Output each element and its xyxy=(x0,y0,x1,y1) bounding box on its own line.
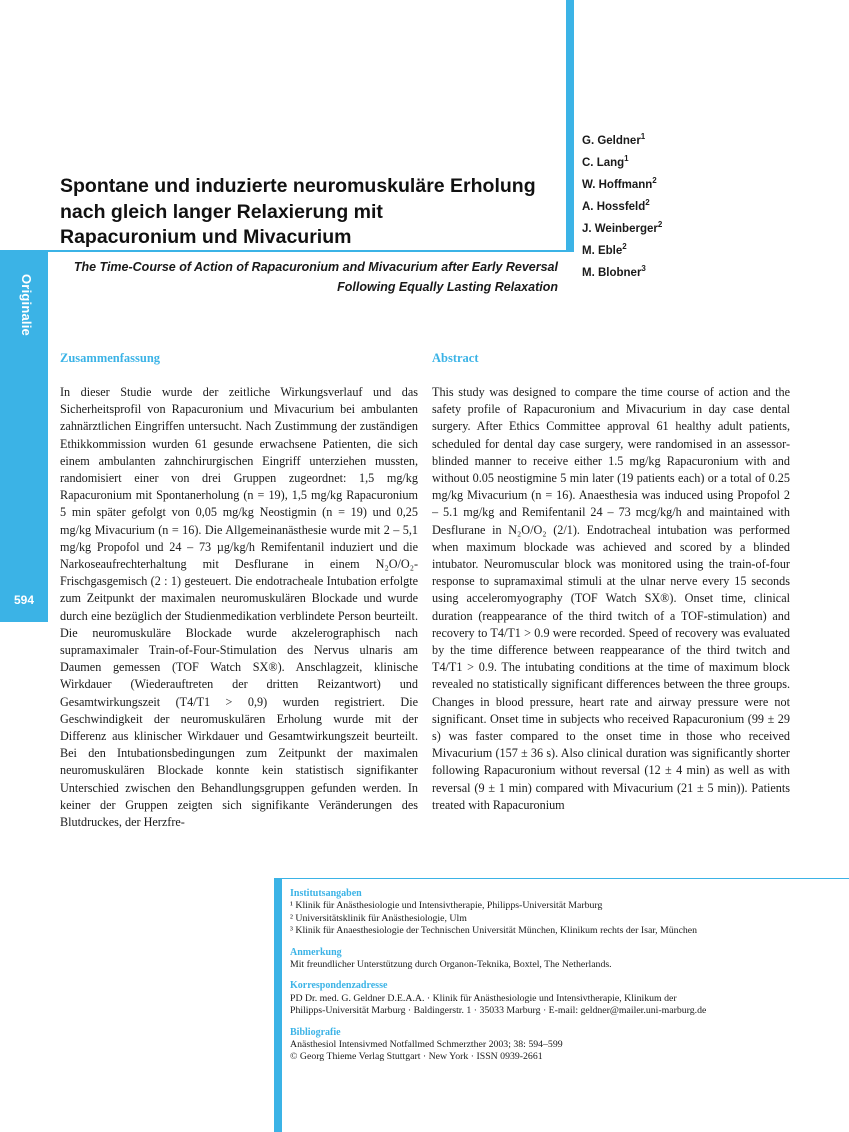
korrespondenz-group xyxy=(290,980,838,1017)
anmerkung-heading: Anmerkung xyxy=(290,946,342,958)
institut-group xyxy=(290,888,838,938)
title-line: Rapacuronium und Mivacurium xyxy=(60,226,352,248)
author-item: J. Weinberger$^2$ xyxy=(582,220,663,235)
accent-bar-top xyxy=(566,0,574,252)
section-label: Originalie xyxy=(19,274,34,336)
info-line: ¹ Klinik für Anästhesiologie und Intensivtherapie, Philipps-Universität Marburg xyxy=(290,900,603,912)
abstract-heading: Abstract xyxy=(432,351,479,365)
article-subtitle xyxy=(60,258,558,297)
article-title xyxy=(60,174,560,251)
zusammenfassung-text: In dieser Studie wurde der zeitliche Wirkungsverlauf und das Sicherheitsprofil von Rapacuronium und Mivacurium bei ambulanten zahnärztlichen Eingriffen untersucht. Nach Zustimmung der zuständigen Ethikkommission wurden 61 gesunde erwachsene Patienten, die sich einem ambulanten zahnchirurgischen Eingriff unterziehen mussten, randomisiert einer von drei Gruppen zugeordnet: 1,5 mg/kg Rapacuronium mit Spontanerholung (n = 19), 1,5 mg/kg Rapacuronium 5 min später gefolgt von 0,05 mg/kg Neostigmin (n = 19) und 0,25 mg/kg Mivacurium (n = 16). Die Allgemeinanästhesie wurde mit 2 – 5,1 mg/kg Propofol und 24 – 73 µg/kg/h Remifentanil induziert und die Narkoseaufrechterhaltung mit Desflurane in einem N₂O/O₂-Frischgasgemisch (2 : 1) gesteuert. Die endotracheale Intubation erfolgte zum Zeitpunkt der maximalen neuromuskulären Blockade und wurde durch eine bezüglich der Studienmedikation verblindete Person beurteilt. Die neuromuskuläre Blockade wurde akzelerographisch nach supramaximaler Train-of-Four-Stimulation des Nervus ulnaris am Daumen gemessen (TOF Watch SX®). Anschlagzeit, klinische Wirkdauer (Wiederauftreten der dritten Reizantwort) und Gesamtwirkungszeit (T4/T1 > 0,9) wurden registriert. Die Geschwindigkeit der neuromuskulären Erholung wurde mit der Differenz aus klinischer Wirkdauer und Gesamtwirkungszeit beurteilt. Bei den Intubationsbedingungen zum Zeitpunkt der maximalen neuromuskulären Blockade konnte kein statistisch signifikanter Unterschied zwischen den Behandlungsgruppen gefunden werden. In keiner der Gruppen zeigten sich signifikante Veränderungen des Blutdruckes, der Herzfre- xyxy=(60,385,418,830)
subtitle-line: Following Equally Lasting Relaxation xyxy=(337,279,558,294)
korrespondenz-heading: Korrespondenzadresse xyxy=(290,980,388,992)
author-list xyxy=(582,128,802,282)
info-line: Philipps-Universität Marburg · Baldingerstr. 1 · 35033 Marburg · E-mail: geldner@mailer.uni-marburg.de xyxy=(290,1005,707,1017)
author-item: M. Eble$^2$ xyxy=(582,242,627,257)
info-box-accent-bar xyxy=(274,878,282,1132)
info-box xyxy=(290,888,838,1073)
info-line: ³ Klinik für Anaesthesiologie der Technischen Universität München, Klinikum rechts der Isar, München xyxy=(290,925,698,937)
abstract-text: This study was designed to compare the time course of action and the safety profile of Rapacuronium and Mivacurium in day case dental surgery. After Ethics Committee approval 61 healthy adult patients, scheduled for dental day case surgery, were randomised in an assessor-blinded manner to receive either 1.5 mg/kg Rapacuronium with and without 0.05 neostigmine 5 min later (19 patients each) or a total of 0.25 mg/kg Mivacurium (n = 16). Anaesthesia was induced using Propofol 2 – 5.1 mg/kg and Remifentanil 24 – 73 mcg/kg/h and maintained with Desflurane in N₂O/O₂ (2/1). Endotracheal intubation was performed when maximum blockade was achieved and scored by a blinded intubator. Neuromuscular block was monitored using the train-of-four response to supramaximal stimuli at the ulnar nerve every 15 seconds using acceleromyography (TOF Watch SX®). Onset time, clinical duration (reappearance of the third twitch of a TOF-stimulation) and recovery to T4/T1 > 0.9 were recorded. Speed of recovery was evaluated by the time difference between reappearance of the third twitch and T4/T1 > 0.9. The intubating conditions at the time of maximum block revealed no statistically significant differences between the three groups. Changes in blood pressure, heart rate and airway pressure were not significant. Onset time in subjects who received Rapacuronium (99 ± 29 s) was faster compared to the onset time in those who received Mivacurium (157 ± 36 s). Also clinical duration was significantly shorter following Rapacuronium without reversal (12 ± 4 min) as well as with reversal (9 ± 1 min) compared with Mivacurium (21 ± 5 min)). Patients treated with Rapacuronium xyxy=(432,385,790,812)
author-item: C. Lang$^1$ xyxy=(582,154,629,169)
info-line: © Georg Thieme Verlag Stuttgart · New York · ISSN 0939-2661 xyxy=(290,1051,543,1063)
info-line: PD Dr. med. G. Geldner D.E.A.A. · Klinik für Anästhesiologie und Intensivtherapie, Klinikum der xyxy=(290,992,677,1004)
author-item: W. Hoffmann$^2$ xyxy=(582,176,657,191)
info-line: ² Universitätsklinik für Anästhesiologie, Ulm xyxy=(290,912,467,924)
bibliografie-heading: Bibliografie xyxy=(290,1026,341,1038)
institut-heading: Institutsangaben xyxy=(290,888,362,899)
author-item: G. Geldner$^1$ xyxy=(582,132,646,147)
author-item: A. Hossfeld$^2$ xyxy=(582,198,650,213)
subtitle-line: The Time-Course of Action of Rapacuronium and Mivacurium after Early Reversal xyxy=(73,260,558,274)
title-line: nach gleich langer Relaxierung mit xyxy=(60,200,383,223)
page-number: 594 xyxy=(13,593,35,607)
title-line: Spontane und induzierte neuromuskuläre Erholung xyxy=(60,175,536,197)
zusammenfassung-heading: Zusammenfassung xyxy=(60,351,161,365)
info-line: Anästhesiol Intensivmed Notfallmed Schmerzther 2003; 38: 594–599 xyxy=(290,1039,563,1051)
anmerkung-group xyxy=(290,947,838,972)
author-item: M. Blobner$^3$ xyxy=(582,264,646,280)
info-box-rule xyxy=(282,878,849,879)
info-line: Mit freundlicher Unterstützung durch Organon-Teknika, Boxtel, The Netherlands. xyxy=(290,959,612,971)
bibliografie-group xyxy=(290,1027,838,1064)
